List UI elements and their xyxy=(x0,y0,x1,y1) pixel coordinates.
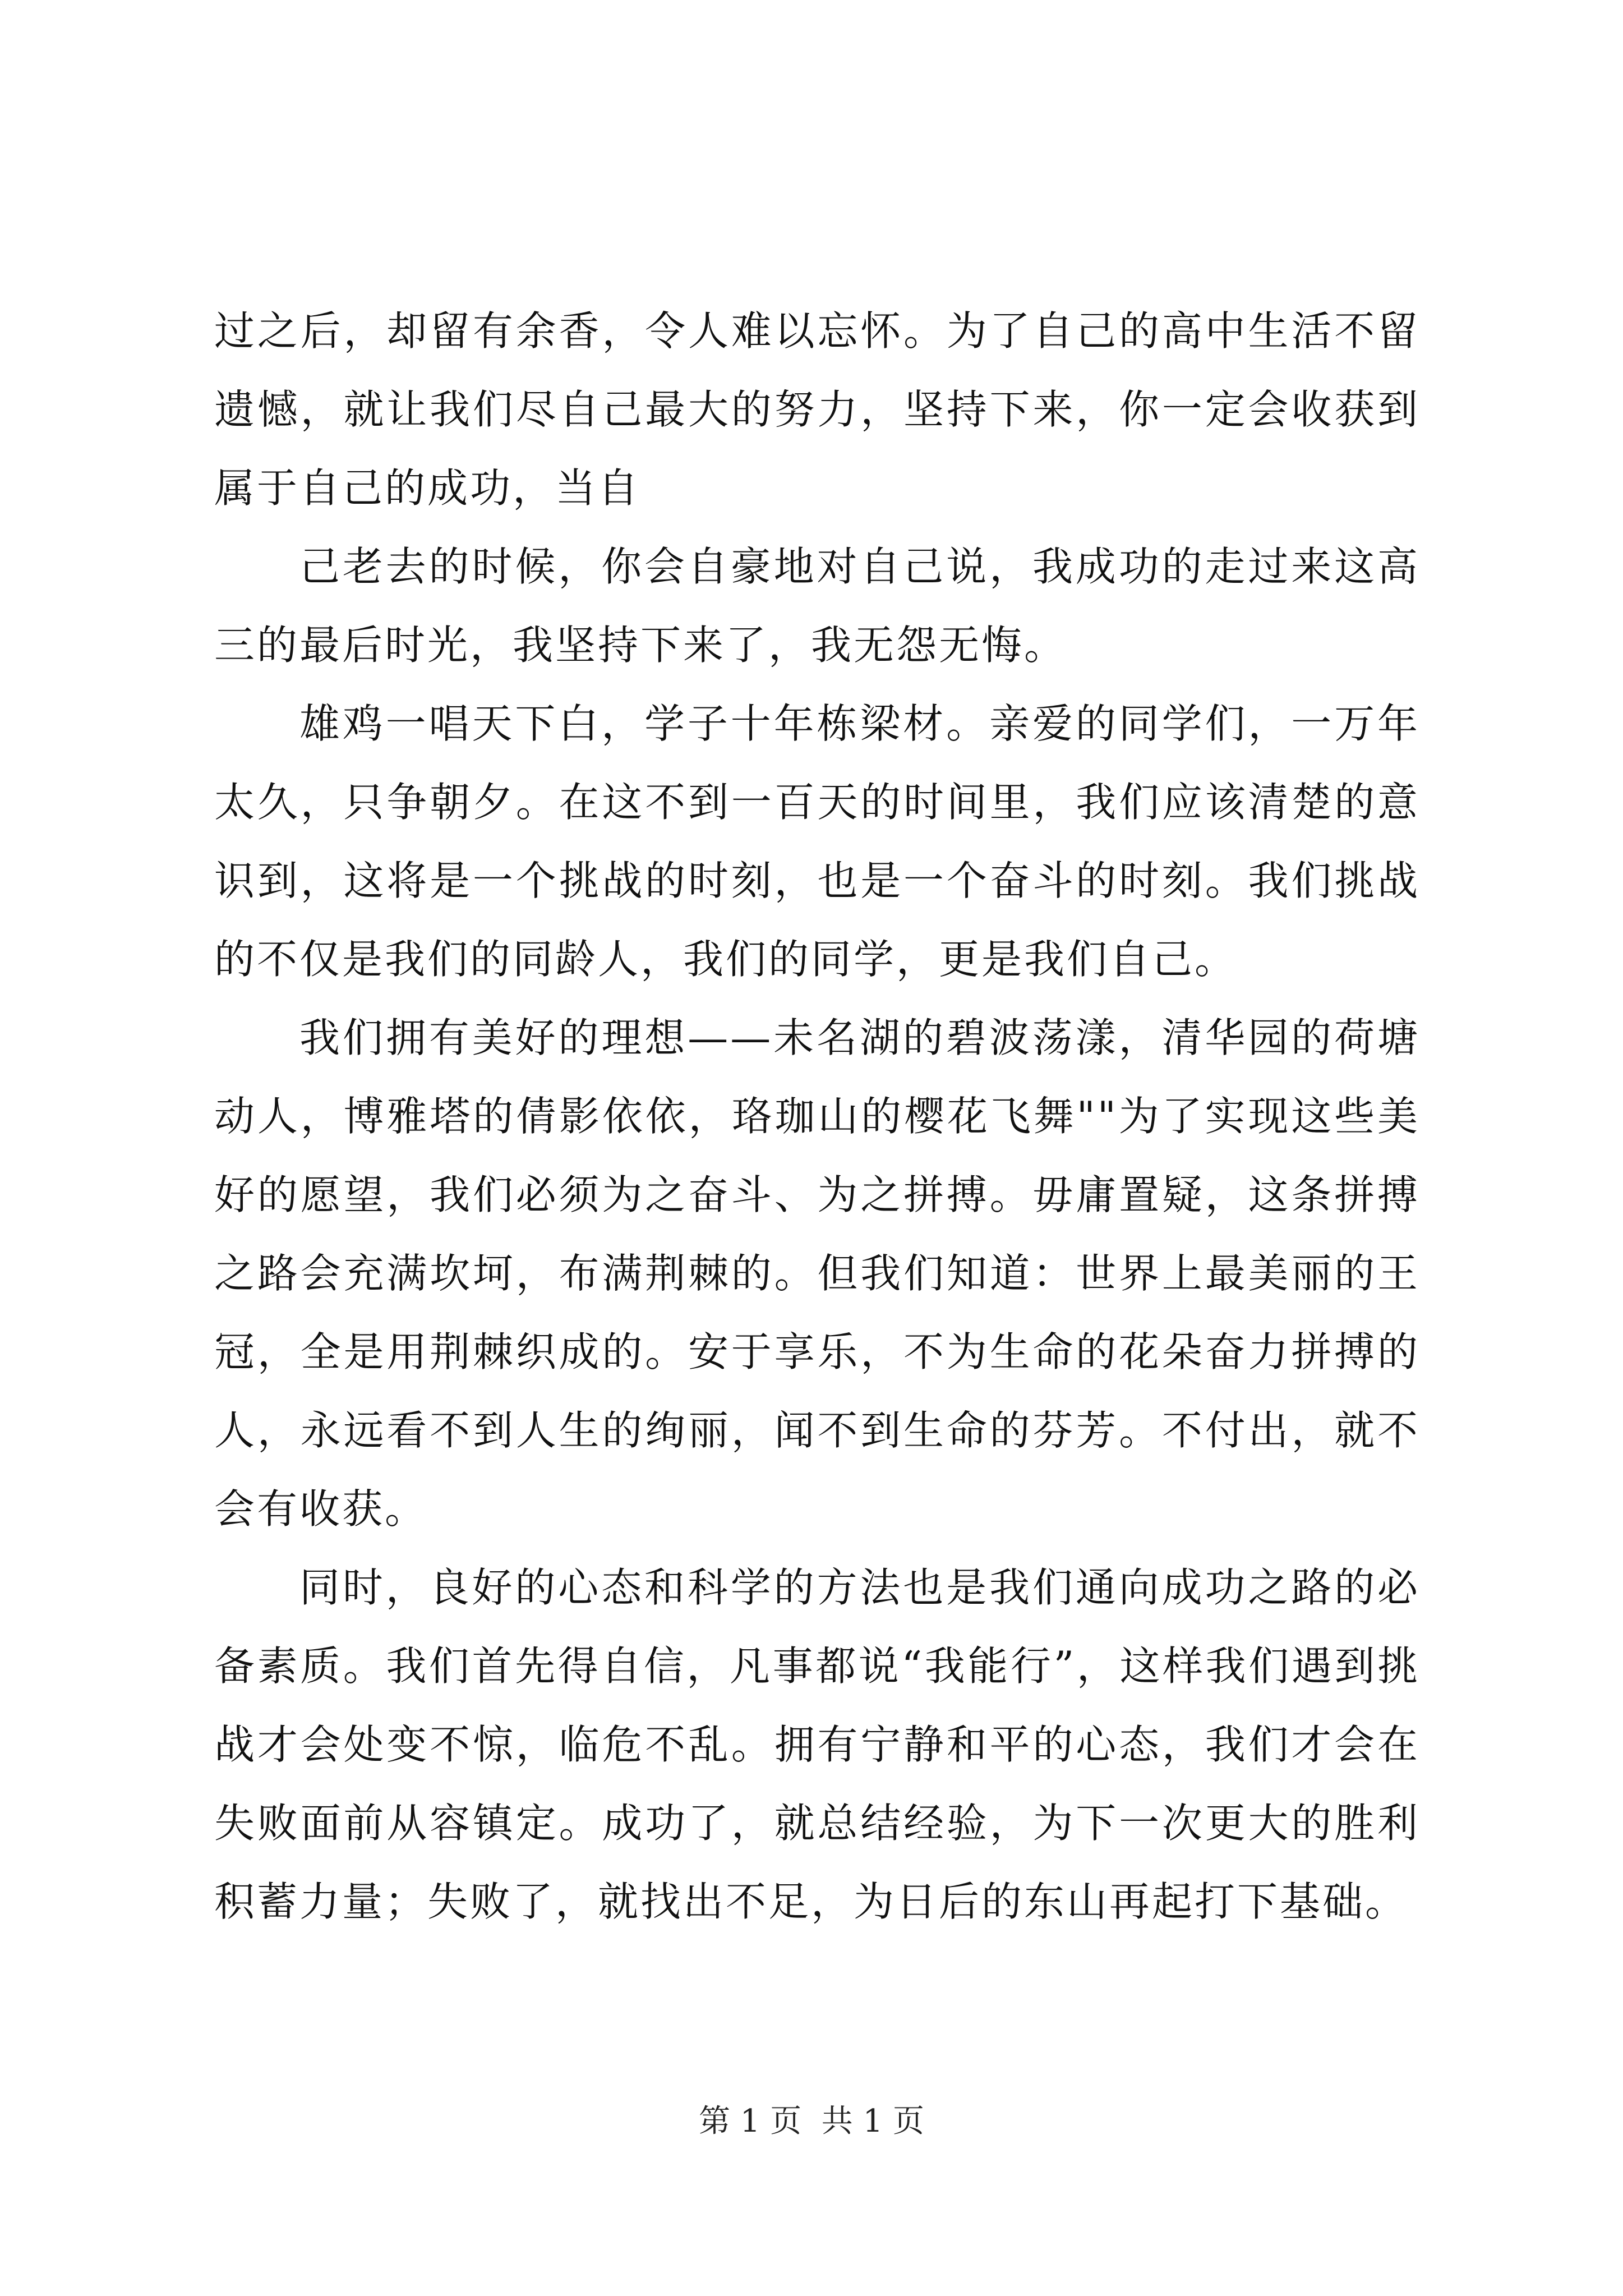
document-body xyxy=(214,292,1420,1941)
paragraph-2: 己老去的时候，你会自豪地对自己说，我成功的走过来这高三的最后时光，我坚持下来了，我无怨无悔。 xyxy=(214,543,1420,669)
paragraph-4: 我们拥有美好的理想——未名湖的碧波荡漾，清华园的荷塘动人，博雅塔的倩影依依，珞珈山的樱花飞舞""为了实现这些美好的愿望，我们必须为之奋斗、为之拼搏。毋庸置疑，这条拼搏之路会充满坎坷，布满荆棘的。但我们知道：世界上最美丽的王冠，全是用荆棘织成的。安于享乐，不为生命的花朵奋力拼搏的人，永远看不到人生的绚丽，闻不到生命的芬芳。不付出，就不会有收获。 xyxy=(214,1014,1420,1533)
paragraph-5: 同时，良好的心态和科学的方法也是我们通向成功之路的必备素质。我们首先得自信，凡事都说“我能行”，这样我们遇到挑战才会处变不惊，临危不乱。拥有宁静和平的心态，我们才会在失败面前从容镇定。成功了，就总结经验，为下一次更大的胜利积蓄力量；失败了，就找出不足，为日后的东山再起打下基础。 xyxy=(214,1564,1420,1925)
page-footer xyxy=(0,2099,1623,2144)
paragraph-1: 过之后，却留有余香，令人难以忘怀。为了自己的高中生活不留遗憾，就让我们尽自己最大的努力，坚持下来，你一定会收获到属于自己的成功，当自 xyxy=(214,307,1420,512)
page-number-label: 第 1 页 共 1 页 xyxy=(698,2103,925,2139)
paragraph-3: 雄鸡一唱天下白，学子十年栋梁材。亲爱的同学们，一万年太久，只争朝夕。在这不到一百天的时间里，我们应该清楚的意识到，这将是一个挑战的时刻，也是一个奋斗的时刻。我们挑战的不仅是我们的同龄人，我们的同学，更是我们自己。 xyxy=(214,700,1420,983)
